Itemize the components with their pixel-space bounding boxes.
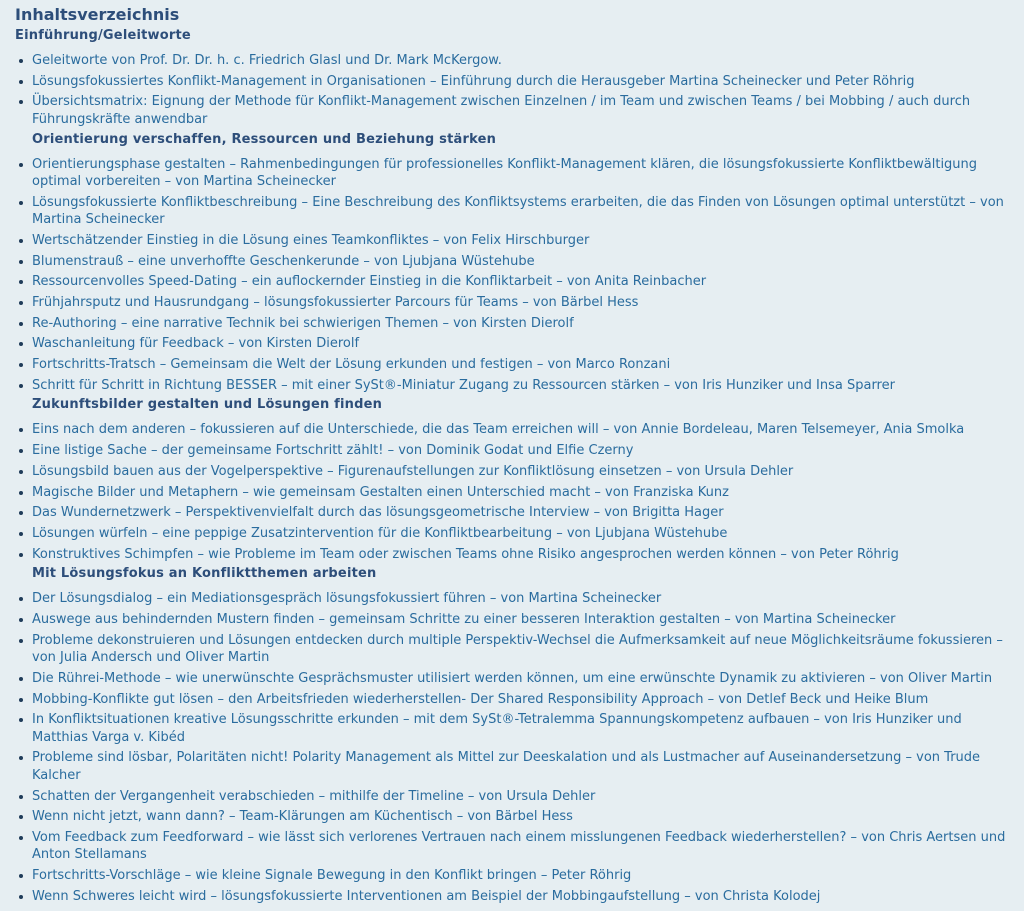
list-item: Eine listige Sache – der gemeinsame Fortschritt zählt! – von Dominik Godat und Elfie Czerny xyxy=(32,442,1016,460)
section-heading: Einführung/Geleitworte xyxy=(15,28,191,43)
list-item: Lösungen würfeln – eine peppige Zusatzintervention für die Konfliktbearbeitung – von Ljubjana Wüstehube xyxy=(32,525,1016,543)
section-list xyxy=(15,52,1016,128)
list-item: Waschanleitung für Feedback – von Kirsten Dierolf xyxy=(32,335,1016,353)
list-item: Wenn Schweres leicht wird – lösungsfokussierte Interventionen am Beispiel der Mobbingaufstellung – von Christa Kolodej xyxy=(32,888,1016,906)
page-title: Inhaltsverzeichnis xyxy=(15,5,180,24)
list-item: Schatten der Vergangenheit verabschieden – mithilfe der Timeline – von Ursula Dehler xyxy=(32,788,1016,806)
list-item: Übersichtsmatrix: Eignung der Methode für Konflikt-Management zwischen Einzelnen / im Team und zwischen Teams / bei Mobbing / auch durch Führungskräfte anwendbar xyxy=(32,93,1016,128)
list-item: Schritt für Schritt in Richtung BESSER – mit einer SySt®-Miniatur Zugang zu Ressourcen stärken – von Iris Hunziker und Insa Sparrer xyxy=(32,377,1016,395)
list-item: Probleme dekonstruieren und Lösungen entdecken durch multiple Perspektiv-Wechsel die Aufmerksamkeit auf neue Möglichkeitsräume fokussieren – von Julia Andersch und Oliver Martin xyxy=(32,632,1016,667)
list-item: Frühjahrsputz und Hausrundgang – lösungsfokussierter Parcours für Teams – von Bärbel Hess xyxy=(32,294,1016,312)
section-heading: Orientierung verschaffen, Ressourcen und Beziehung stärken xyxy=(32,131,497,147)
list-item: Magische Bilder und Metaphern – wie gemeinsam Gestalten einen Unterschied macht – von Franziska Kunz xyxy=(32,484,1016,502)
list-item: Fortschritts-Tratsch – Gemeinsam die Welt der Lösung erkunden und festigen – von Marco Ronzani xyxy=(32,356,1016,374)
list-item: Eins nach dem anderen – fokussieren auf die Unterschiede, die das Team erreichen will – von Annie Bordeleau, Maren Telsemeyer, Ania Smolka xyxy=(32,421,1016,439)
list-item: Lösungsbild bauen aus der Vogelperspektive – Figurenaufstellungen zur Konfliktlösung einsetzen – von Ursula Dehler xyxy=(32,463,1016,481)
section-heading: Zukunftsbilder gestalten und Lösungen finden xyxy=(32,397,383,413)
list-item: Wertschätzender Einstieg in die Lösung eines Teamkonfliktes – von Felix Hirschburger xyxy=(32,232,1016,250)
section-list xyxy=(15,421,1016,563)
list-item: Lösungsfokussierte Konfliktbeschreibung – Eine Beschreibung des Konfliktsystems erarbeiten, die das Finden von Lösungen optimal unterstützt – von Martina Scheinecker xyxy=(32,194,1016,229)
section-heading: Mit Lösungsfokus an Konfliktthemen arbeiten xyxy=(32,566,377,582)
list-item: Die Rührei-Methode – wie unerwünschte Gesprächsmuster utilisiert werden können, um eine erwünschte Dynamik zu aktivieren – von Oliver Martin xyxy=(32,670,1016,688)
list-item: Konstruktives Schimpfen – wie Probleme im Team oder zwischen Teams ohne Risiko angesprochen werden können – von Peter Röhrig xyxy=(32,546,1016,564)
list-item: Re-Authoring – eine narrative Technik bei schwierigen Themen – von Kirsten Dierolf xyxy=(32,315,1016,333)
list-item: Der Lösungsdialog – ein Mediationsgespräch lösungsfokussiert führen – von Martina Scheinecker xyxy=(32,590,1016,608)
list-item: Geleitworte von Prof. Dr. Dr. h. c. Friedrich Glasl und Dr. Mark McKergow. xyxy=(32,52,1016,70)
list-item: Vom Feedback zum Feedforward – wie lässt sich verlorenes Vertrauen nach einem misslungenen Feedback wiederherstellen? – von Chris Aertsen und Anton Stellamans xyxy=(32,829,1016,864)
list-item: Das Wundernetzwerk – Perspektivenvielfalt durch das lösungsgeometrische Interview – von Brigitta Hager xyxy=(32,504,1016,522)
list-item: In Konfliktsituationen kreative Lösungsschritte erkunden – mit dem SySt®-Tetralemma Spannungskompetenz aufbauen – von Iris Hunziker und Matthias Varga v. Kibéd xyxy=(32,711,1016,746)
list-item: Wenn nicht jetzt, wann dann? – Team-Klärungen am Küchentisch – von Bärbel Hess xyxy=(32,808,1016,826)
list-item: Lösungsfokussiertes Konflikt-Management in Organisationen – Einführung durch die Herausgeber Martina Scheinecker und Peter Röhrig xyxy=(32,73,1016,91)
list-item: Mobbing-Konflikte gut lösen – den Arbeitsfrieden wiederherstellen- Der Shared Responsibility Approach – von Detlef Beck und Heike Blum xyxy=(32,691,1016,709)
list-item: Ressourcenvolles Speed-Dating – ein auflockernder Einstieg in die Konfliktarbeit – von Anita Reinbacher xyxy=(32,273,1016,291)
list-item: Auswege aus behindernden Mustern finden – gemeinsam Schritte zu einer besseren Interaktion gestalten – von Martina Scheinecker xyxy=(32,611,1016,629)
list-item: Orientierungsphase gestalten – Rahmenbedingungen für professionelles Konflikt-Management klären, die lösungsfokussierte Konfliktbewältigung optimal vorbereiten – von Martina Scheinecker xyxy=(32,156,1016,191)
list-item: Fortschritts-Vorschläge – wie kleine Signale Bewegung in den Konflikt bringen – Peter Röhrig xyxy=(32,867,1016,885)
sections-container xyxy=(15,27,1016,905)
section-list xyxy=(15,590,1016,905)
list-item: Blumenstrauß – eine unverhoffte Geschenkerunde – von Ljubjana Wüstehube xyxy=(32,253,1016,271)
section-list xyxy=(15,156,1016,395)
list-item: Probleme sind lösbar, Polaritäten nicht! Polarity Management als Mittel zur Deeskalation und als Lustmacher auf Auseinandersetzung – von Trude Kalcher xyxy=(32,749,1016,784)
